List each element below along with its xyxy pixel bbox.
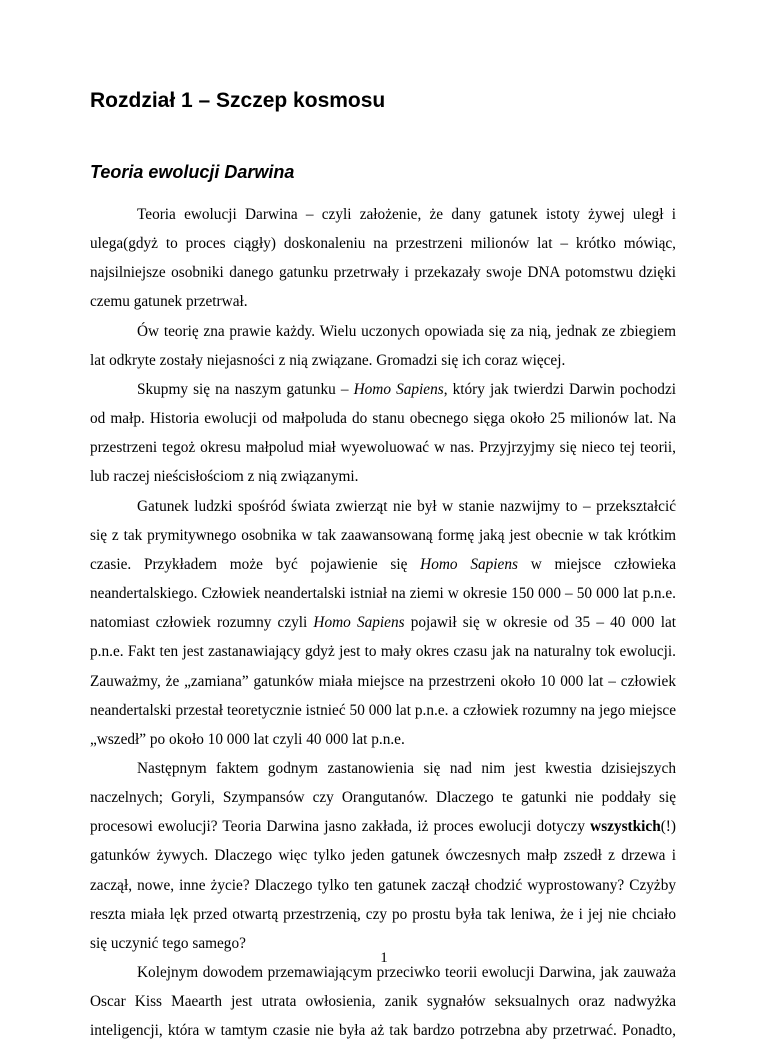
paragraph [90, 200, 676, 317]
text-run: pojawił się w okresie od 35 – 40 000 lat p.n.e. Fakt ten jest zastanawiający gdyż jest to mały okres czasu jak na naturalny tok ewolucji. Zauważmy, że „zamiana” gatunków miała miejsce na przestrzeni około 10 000 lat – człowiek neandertalski przestał teoretycznie istnieć 50 000 lat p.n.e. a człowiek rozumny na jego miejsce „wszedł” po około 10 000 lat czyli 40 000 lat p.n.e. [90, 614, 676, 748]
page-number: 1 [380, 950, 388, 966]
paragraph [90, 317, 676, 375]
text-run: (!) gatunków żywych. Dlaczego więc tylko jeden gatunek ówczesnych małp zszedł z drzewa i zaczął, nowe, inne życie? Dlaczego tylko ten gatunek zaczął chodzić wyprostowany? Czyżby reszta miała lęk przed otwartą przestrzenią, czy po prostu była tak leniwa, że i jej nie chciało się uczynić tego samego? [90, 818, 676, 952]
paragraph [90, 375, 676, 492]
text-run: w miejsce człowieka neandertalskiego. Człowiek neandertalski istniał na ziemi w okresie 150 000 – 50 000 lat p.n.e. natomiast człowiek rozumny czyli [90, 555, 676, 632]
text-run: Następnym faktem godnym zastanowienia się nad nim jest kwestia dzisiejszych naczelnych; Goryli, Szympansów czy Orangutanów. Dlaczego te gatunki nie poddały się procesowi ewolucji? Teoria Darwina jasno zakłada, iż proces ewolucji dotyczy [90, 759, 676, 836]
text-run: Kolejnym dowodem przemawiającym przeciwko teorii ewolucji Darwina, jak zauważa Oscar Kiss Maearth jest utrata owłosienia, zanik sygnałów seksualnych oraz nadwyżka inteligencji, która w tamtym czasie nie była aż tak bardzo potrzebna aby przetrwać. Ponadto, [90, 964, 676, 1040]
species-name: Homo Sapiens [353, 380, 444, 398]
text-run: , który jak twierdzi Darwin pochodzi od małp. Historia ewolucji od małpoluda do stanu obecnego sięga około 25 milionów lat. Na przestrzeni tegoż okresu małpolud miał wyewoluować w nas. Przyjrzyjmy się nieco tej teorii, lub raczej nieścisłościom z nią związanymi. [90, 380, 676, 486]
paragraph [90, 754, 676, 958]
chapter-title: Rozdział 1 – Szczep kosmosu [90, 89, 386, 112]
text-run: Gatunek ludzki spośród świata zwierząt nie był w stanie nazwijmy to – przekształcić się z tak prymitywnego osobnika w tak zaawansowaną formę jaką jest obecnie w tak krótkim czasie. Przykładem może być pojawienie się [90, 497, 676, 573]
emphasis-word: wszystkich [590, 818, 661, 836]
text-run: Ów teorię zna prawie każdy. Wielu uczonych opowiada się za nią, jednak ze zbiegiem lat odkryte zostały niejasności z nią związane. Gromadzi się ich coraz więcej. [90, 322, 676, 369]
body-text [90, 200, 676, 1046]
paragraph [90, 492, 676, 754]
text-run: Skupmy się na naszym gatunku – [137, 380, 354, 398]
species-name: Homo Sapiens [420, 555, 518, 573]
paragraph [90, 958, 676, 1045]
text-run: Teoria ewolucji Darwina – czyli założenie, że dany gatunek istoty żywej uległ i ulega(gdyż to proces ciągły) doskonaleniu na przestrzeni milionów lat – krótko mówiąc, najsilniejsze osobniki danego gatunku przetrwały i przekazały swoje DNA potomstwu dzięki czemu gatunek przetrwał. [90, 206, 676, 311]
species-name: Homo Sapiens [313, 614, 405, 632]
section-title: Teoria ewolucji Darwina [90, 162, 295, 182]
